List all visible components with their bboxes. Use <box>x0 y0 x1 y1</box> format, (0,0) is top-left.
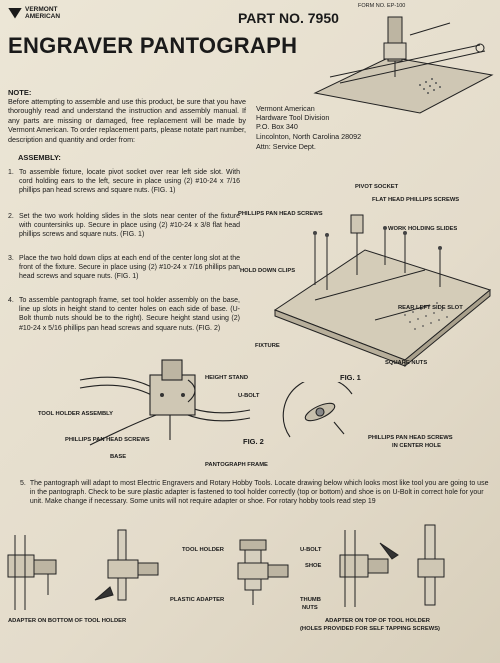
bottom-label-shoe: SHOE <box>305 563 322 569</box>
fig2-label-pan-head: PHILLIPS PAN HEAD SCREWS <box>65 437 150 443</box>
tool-adapter-drawings <box>0 515 500 615</box>
fig2-center-hole-detail <box>282 382 362 442</box>
fig2-label-center-hole-2: IN CENTER HOLE <box>392 443 441 449</box>
bottom-label-holes: (HOLES PROVIDED FOR SELF TAPPING SCREWS) <box>300 626 440 632</box>
brand-line-1: VERMONT <box>25 6 58 13</box>
brand-line-2: AMERICAN <box>25 13 61 20</box>
fig2-label-u-bolt: U-BOLT <box>238 393 260 399</box>
pantograph-overview-drawing <box>300 15 495 115</box>
part-number: PART NO. 7950 <box>238 10 339 26</box>
form-number: FORM NO. EP-100 <box>358 3 406 9</box>
bottom-label-tool-holder: TOOL HOLDER <box>182 547 224 553</box>
step-4: 4. To assemble pantograph frame, set tool holder assembly on the base, line up slots in height stand to center holes on each side of base. (U-Bolt thumb nuts should be to the right). Secure height stand using (2) #10-24 x 5/16 phillips pan head screws and square nuts. (FIG. 2) <box>8 297 240 332</box>
bottom-label-nuts: NUTS <box>302 605 318 611</box>
vermont-american-logo <box>8 6 60 20</box>
fig1-label-pivot-socket: PIVOT SOCKET <box>355 184 399 190</box>
fig1-label-rear-slot: REAR LEFT SIDE SLOT <box>398 305 463 311</box>
fig2-caption: FIG. 2 <box>243 437 264 446</box>
assembly-heading: ASSEMBLY: <box>18 153 61 162</box>
fig2-tool-holder-drawing <box>70 350 260 465</box>
fig2-label-frame: PANTOGRAPH FRAME <box>205 462 268 468</box>
step-3: 3. Place the two hold down clips at each end of the center long slot at the front of the fixture. Secure in place using (2) #10-24 x 7/16 phillips pan head screws and square nuts. (FIG. 1) <box>8 255 240 281</box>
fig2-label-tool-holder: TOOL HOLDER ASSEMBLY <box>38 411 114 417</box>
fig1-fixture-drawing <box>255 195 495 380</box>
fig1-label-flat-head: FLAT HEAD PHILLIPS SCREWS <box>372 197 460 203</box>
note-heading: NOTE: <box>8 88 32 97</box>
bottom-label-adapter-top: ADAPTER ON TOP OF TOOL HOLDER <box>325 618 430 624</box>
bottom-label-u-bolt: U-BOLT <box>300 547 322 553</box>
fig2-label-center-hole-1: PHILLIPS PAN HEAD SCREWS <box>368 435 453 441</box>
step-5: 5. The pantograph will adapt to most Electric Engravers and Rotary Hobby Tools. Locate drawing below which looks most like tool you are going to use in the pantograph. Check to be sure plastic adapter is fastened to tool holder correctly (top or bottom) and shoe is on U-Bolt in correct hole for your unit. Make change if necessary. Some units will not require adapter or shoe. For rotary hobby tools read step 19 <box>20 480 489 505</box>
fig1-label-work-slides: WORK HOLDING SLIDES <box>388 226 458 232</box>
fig1-label-pan-head: PHILLIPS PAN HEAD SCREWS <box>238 211 323 217</box>
fig2-label-height-stand: HEIGHT STAND <box>205 375 249 381</box>
bottom-label-plastic-adapter: PLASTIC ADAPTER <box>170 597 225 603</box>
step-1: 1. To assemble fixture, locate pivot socket over rear left side slot. With cord holding ears to the left, secure in place using (2) #10-24 x 7/16 phillips pan head screws and square nuts. (FIG. 1) <box>8 169 240 195</box>
fig1-label-square-nuts: SQUARE NUTS <box>385 360 428 366</box>
fig2-label-base: BASE <box>110 454 127 460</box>
mailing-address: Vermont American Hardware Tool Division P.O. Box 340 Lincolnton, North Carolina 28092 <box>256 104 362 141</box>
page-title: ENGRAVER PANTOGRAPH <box>8 33 298 58</box>
step-2: 2. Set the two work holding slides in the slots near center of the fixture with countersinks up. Secure in place using (2) #10-24 x 3/8 flat head phillips screws and square nuts. (FIG. 1) <box>8 213 240 239</box>
fig1-label-fixture: FIXTURE <box>255 343 280 349</box>
va-logo-icon <box>8 8 22 19</box>
bottom-label-thumb: THUMB <box>300 597 321 603</box>
note-body: Before attempting to assemble and use this product, be sure that you have thoroughly read and understand the instruction and assembly manual. If any parts are missing or damaged, free replacement will be made by Vermont American. To order replacement parts, please notate part number, description and quantity and order from: <box>8 97 246 144</box>
attention-line: Attn: Service Dept. <box>256 142 316 151</box>
bottom-label-adapter-bottom: ADAPTER ON BOTTOM OF TOOL HOLDER <box>8 618 127 624</box>
fig1-label-hold-down: HOLD DOWN CLIPS <box>240 268 296 274</box>
fig1-caption: FIG. 1 <box>340 373 361 382</box>
